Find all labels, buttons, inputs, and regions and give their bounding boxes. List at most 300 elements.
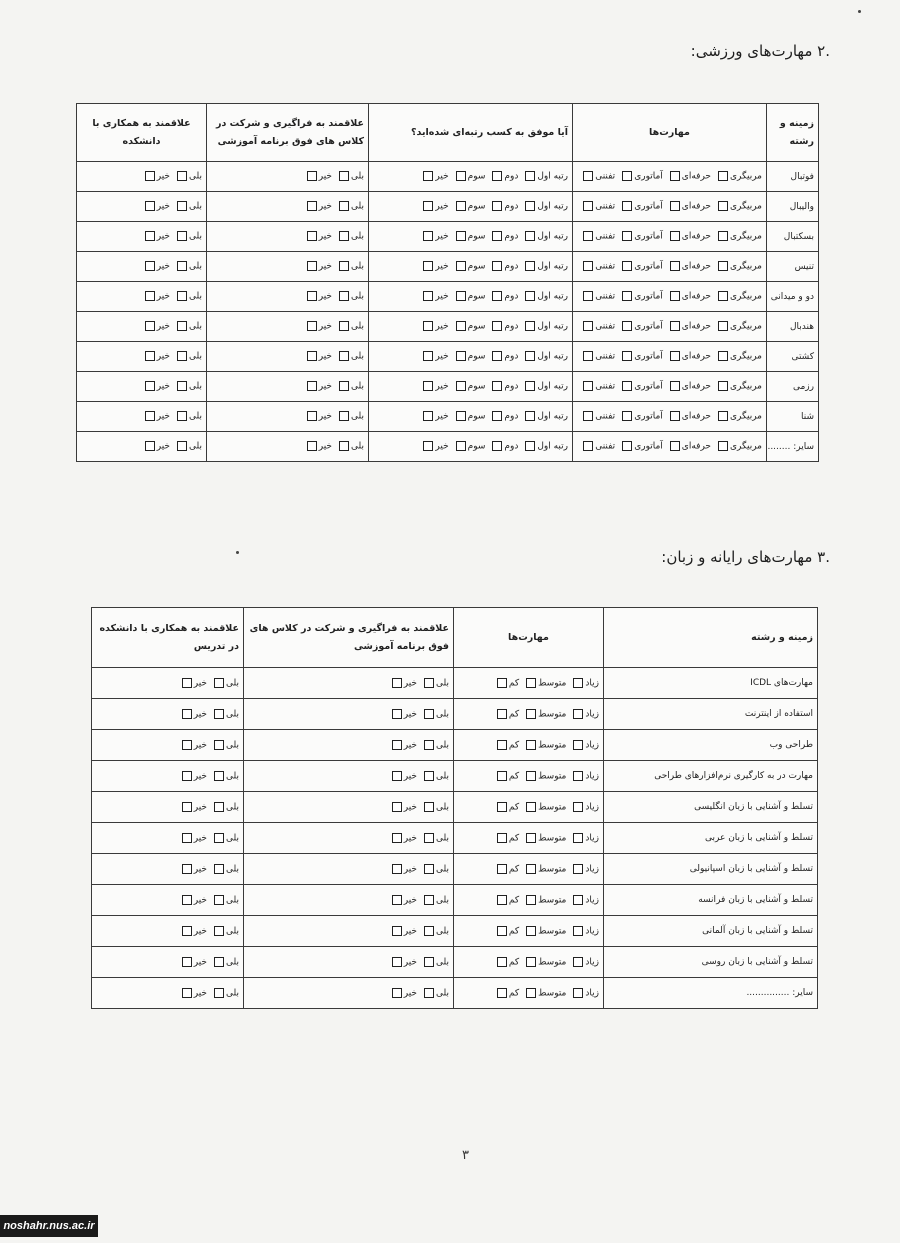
class-interest-option[interactable] [306,381,332,392]
proficiency-option[interactable] [572,957,599,968]
checkbox[interactable] [307,411,317,421]
checkbox[interactable] [182,864,192,874]
checkbox[interactable] [497,802,507,812]
teaching-cooperation-option[interactable] [181,864,207,875]
class-interest-option[interactable] [338,261,364,272]
checkbox[interactable] [526,864,536,874]
proficiency-option[interactable] [525,771,566,782]
rank-option[interactable] [491,201,518,212]
class-interest-option[interactable] [306,411,332,422]
proficiency-option[interactable] [496,864,519,875]
proficiency-option[interactable] [572,740,599,751]
checkbox[interactable] [423,441,433,451]
checkbox[interactable] [718,321,728,331]
rank-option[interactable] [455,411,486,422]
checkbox[interactable] [670,171,680,181]
class-interest-option[interactable] [391,833,417,844]
checkbox[interactable] [182,802,192,812]
checkbox[interactable] [492,381,502,391]
proficiency-option[interactable] [525,678,566,689]
checkbox[interactable] [525,231,535,241]
teaching-cooperation-option[interactable] [213,895,239,906]
checkbox[interactable] [392,802,402,812]
class-interest-option[interactable] [306,351,332,362]
checkbox[interactable] [492,261,502,271]
rank-option[interactable] [455,441,486,452]
skill-level-option[interactable] [582,381,615,392]
teaching-cooperation-option[interactable] [181,771,207,782]
checkbox[interactable] [424,771,434,781]
proficiency-option[interactable] [572,802,599,813]
checkbox[interactable] [622,261,632,271]
checkbox[interactable] [307,321,317,331]
class-interest-option[interactable] [391,864,417,875]
checkbox[interactable] [525,321,535,331]
skill-level-option[interactable] [582,171,615,182]
teaching-cooperation-option[interactable] [213,988,239,999]
class-interest-option[interactable] [338,411,364,422]
proficiency-option[interactable] [525,740,566,751]
checkbox[interactable] [145,201,155,211]
checkbox[interactable] [622,171,632,181]
checkbox[interactable] [177,351,187,361]
checkbox[interactable] [145,441,155,451]
checkbox[interactable] [392,709,402,719]
skill-level-option[interactable] [621,381,663,392]
checkbox[interactable] [526,957,536,967]
rank-option[interactable] [455,231,486,242]
checkbox[interactable] [177,231,187,241]
checkbox[interactable] [339,321,349,331]
checkbox[interactable] [423,171,433,181]
checkbox[interactable] [145,261,155,271]
checkbox[interactable] [423,201,433,211]
skill-level-option[interactable] [582,291,615,302]
skill-level-option[interactable] [669,291,711,302]
class-interest-option[interactable] [423,678,449,689]
checkbox[interactable] [423,321,433,331]
checkbox[interactable] [526,895,536,905]
checkbox[interactable] [424,709,434,719]
checkbox[interactable] [424,740,434,750]
checkbox[interactable] [456,201,466,211]
proficiency-option[interactable] [572,833,599,844]
cooperation-option[interactable] [176,231,202,242]
rank-option[interactable] [455,261,486,272]
teaching-cooperation-option[interactable] [181,833,207,844]
checkbox[interactable] [670,291,680,301]
class-interest-option[interactable] [391,709,417,720]
checkbox[interactable] [177,381,187,391]
class-interest-option[interactable] [391,895,417,906]
proficiency-option[interactable] [525,833,566,844]
cooperation-option[interactable] [176,291,202,302]
cooperation-option[interactable] [176,441,202,452]
cooperation-option[interactable] [144,441,170,452]
class-interest-option[interactable] [306,441,332,452]
skill-level-option[interactable] [717,411,762,422]
checkbox[interactable] [622,411,632,421]
rank-option[interactable] [422,351,448,362]
rank-option[interactable] [524,321,568,332]
checkbox[interactable] [622,351,632,361]
rank-option[interactable] [491,411,518,422]
checkbox[interactable] [526,833,536,843]
checkbox[interactable] [670,411,680,421]
checkbox[interactable] [622,321,632,331]
teaching-cooperation-option[interactable] [213,709,239,720]
skill-level-option[interactable] [669,321,711,332]
checkbox[interactable] [307,171,317,181]
proficiency-option[interactable] [572,678,599,689]
rank-option[interactable] [524,261,568,272]
checkbox[interactable] [307,381,317,391]
checkbox[interactable] [145,171,155,181]
cooperation-option[interactable] [144,291,170,302]
skill-level-option[interactable] [582,321,615,332]
proficiency-option[interactable] [525,957,566,968]
checkbox[interactable] [145,231,155,241]
class-interest-option[interactable] [338,231,364,242]
proficiency-option[interactable] [496,771,519,782]
proficiency-option[interactable] [525,802,566,813]
checkbox[interactable] [307,351,317,361]
skill-level-option[interactable] [621,291,663,302]
proficiency-option[interactable] [572,709,599,720]
checkbox[interactable] [525,381,535,391]
checkbox[interactable] [182,988,192,998]
checkbox[interactable] [456,411,466,421]
checkbox[interactable] [583,411,593,421]
checkbox[interactable] [497,740,507,750]
rank-option[interactable] [524,441,568,452]
teaching-cooperation-option[interactable] [181,895,207,906]
proficiency-option[interactable] [496,926,519,937]
skill-level-option[interactable] [621,261,663,272]
checkbox[interactable] [583,261,593,271]
proficiency-option[interactable] [525,926,566,937]
cooperation-option[interactable] [144,321,170,332]
checkbox[interactable] [718,291,728,301]
skill-level-option[interactable] [621,441,663,452]
checkbox[interactable] [492,291,502,301]
teaching-cooperation-option[interactable] [213,926,239,937]
checkbox[interactable] [339,291,349,301]
skill-level-option[interactable] [717,291,762,302]
skill-level-option[interactable] [621,171,663,182]
checkbox[interactable] [392,895,402,905]
teaching-cooperation-option[interactable] [213,802,239,813]
proficiency-option[interactable] [496,895,519,906]
checkbox[interactable] [526,740,536,750]
rank-option[interactable] [524,201,568,212]
checkbox[interactable] [573,895,583,905]
class-interest-option[interactable] [391,771,417,782]
proficiency-option[interactable] [496,833,519,844]
rank-option[interactable] [422,171,448,182]
proficiency-option[interactable] [572,988,599,999]
checkbox[interactable] [670,351,680,361]
checkbox[interactable] [670,321,680,331]
checkbox[interactable] [214,709,224,719]
checkbox[interactable] [339,171,349,181]
cooperation-option[interactable] [144,231,170,242]
teaching-cooperation-option[interactable] [181,740,207,751]
checkbox[interactable] [526,709,536,719]
checkbox[interactable] [392,864,402,874]
checkbox[interactable] [177,411,187,421]
checkbox[interactable] [718,201,728,211]
skill-level-option[interactable] [717,201,762,212]
proficiency-option[interactable] [525,864,566,875]
proficiency-option[interactable] [496,678,519,689]
proficiency-option[interactable] [496,957,519,968]
checkbox[interactable] [456,291,466,301]
checkbox[interactable] [424,957,434,967]
checkbox[interactable] [423,231,433,241]
checkbox[interactable] [307,441,317,451]
class-interest-option[interactable] [306,171,332,182]
checkbox[interactable] [339,381,349,391]
checkbox[interactable] [670,441,680,451]
class-interest-option[interactable] [306,261,332,272]
checkbox[interactable] [145,351,155,361]
rank-option[interactable] [491,171,518,182]
checkbox[interactable] [182,833,192,843]
skill-level-option[interactable] [621,201,663,212]
checkbox[interactable] [214,957,224,967]
checkbox[interactable] [526,802,536,812]
cooperation-option[interactable] [176,171,202,182]
checkbox[interactable] [182,926,192,936]
checkbox[interactable] [670,201,680,211]
class-interest-option[interactable] [338,171,364,182]
checkbox[interactable] [525,411,535,421]
checkbox[interactable] [214,926,224,936]
checkbox[interactable] [392,988,402,998]
checkbox[interactable] [525,351,535,361]
checkbox[interactable] [670,381,680,391]
skill-level-option[interactable] [582,411,615,422]
teaching-cooperation-option[interactable] [213,833,239,844]
rank-option[interactable] [422,231,448,242]
checkbox[interactable] [145,411,155,421]
proficiency-option[interactable] [572,864,599,875]
rank-option[interactable] [491,291,518,302]
proficiency-option[interactable] [572,926,599,937]
checkbox[interactable] [525,261,535,271]
class-interest-option[interactable] [423,864,449,875]
checkbox[interactable] [622,231,632,241]
checkbox[interactable] [573,740,583,750]
checkbox[interactable] [492,201,502,211]
proficiency-option[interactable] [572,895,599,906]
class-interest-option[interactable] [423,709,449,720]
skill-level-option[interactable] [669,351,711,362]
class-interest-option[interactable] [423,988,449,999]
rank-option[interactable] [524,171,568,182]
checkbox[interactable] [622,441,632,451]
checkbox[interactable] [424,833,434,843]
checkbox[interactable] [583,201,593,211]
checkbox[interactable] [526,678,536,688]
checkbox[interactable] [492,321,502,331]
proficiency-option[interactable] [572,771,599,782]
skill-level-option[interactable] [582,261,615,272]
proficiency-option[interactable] [496,740,519,751]
skill-level-option[interactable] [669,201,711,212]
checkbox[interactable] [339,201,349,211]
checkbox[interactable] [573,833,583,843]
checkbox[interactable] [573,771,583,781]
checkbox[interactable] [573,988,583,998]
class-interest-option[interactable] [423,802,449,813]
checkbox[interactable] [573,678,583,688]
class-interest-option[interactable] [338,351,364,362]
skill-level-option[interactable] [669,441,711,452]
checkbox[interactable] [145,291,155,301]
class-interest-option[interactable] [391,957,417,968]
checkbox[interactable] [214,678,224,688]
checkbox[interactable] [214,771,224,781]
checkbox[interactable] [573,957,583,967]
class-interest-option[interactable] [391,926,417,937]
checkbox[interactable] [339,441,349,451]
checkbox[interactable] [423,381,433,391]
skill-level-option[interactable] [717,381,762,392]
checkbox[interactable] [392,926,402,936]
rank-option[interactable] [422,291,448,302]
checkbox[interactable] [583,381,593,391]
checkbox[interactable] [456,351,466,361]
checkbox[interactable] [583,351,593,361]
checkbox[interactable] [525,441,535,451]
checkbox[interactable] [214,802,224,812]
skill-level-option[interactable] [621,321,663,332]
checkbox[interactable] [145,381,155,391]
teaching-cooperation-option[interactable] [213,740,239,751]
checkbox[interactable] [670,261,680,271]
proficiency-option[interactable] [525,895,566,906]
checkbox[interactable] [182,678,192,688]
skill-level-option[interactable] [621,231,663,242]
checkbox[interactable] [526,771,536,781]
checkbox[interactable] [214,740,224,750]
teaching-cooperation-option[interactable] [213,957,239,968]
teaching-cooperation-option[interactable] [213,864,239,875]
rank-option[interactable] [422,381,448,392]
checkbox[interactable] [492,171,502,181]
cooperation-option[interactable] [176,261,202,272]
checkbox[interactable] [177,171,187,181]
skill-level-option[interactable] [717,231,762,242]
checkbox[interactable] [492,231,502,241]
checkbox[interactable] [424,988,434,998]
class-interest-option[interactable] [423,771,449,782]
class-interest-option[interactable] [423,926,449,937]
class-interest-option[interactable] [423,957,449,968]
checkbox[interactable] [456,171,466,181]
checkbox[interactable] [497,988,507,998]
cooperation-option[interactable] [144,351,170,362]
checkbox[interactable] [525,171,535,181]
checkbox[interactable] [182,709,192,719]
checkbox[interactable] [718,231,728,241]
checkbox[interactable] [392,740,402,750]
checkbox[interactable] [497,957,507,967]
teaching-cooperation-option[interactable] [181,988,207,999]
rank-option[interactable] [524,231,568,242]
cooperation-option[interactable] [144,201,170,212]
rank-option[interactable] [455,291,486,302]
rank-option[interactable] [422,201,448,212]
checkbox[interactable] [182,771,192,781]
rank-option[interactable] [422,321,448,332]
checkbox[interactable] [214,864,224,874]
checkbox[interactable] [307,231,317,241]
checkbox[interactable] [583,231,593,241]
checkbox[interactable] [718,441,728,451]
rank-option[interactable] [524,381,568,392]
checkbox[interactable] [424,895,434,905]
checkbox[interactable] [182,895,192,905]
checkbox[interactable] [670,231,680,241]
checkbox[interactable] [392,833,402,843]
rank-option[interactable] [524,351,568,362]
checkbox[interactable] [423,411,433,421]
skill-level-option[interactable] [621,351,663,362]
skill-level-option[interactable] [717,321,762,332]
teaching-cooperation-option[interactable] [181,678,207,689]
checkbox[interactable] [718,411,728,421]
skill-level-option[interactable] [582,231,615,242]
checkbox[interactable] [456,231,466,241]
checkbox[interactable] [456,381,466,391]
rank-option[interactable] [455,381,486,392]
checkbox[interactable] [423,291,433,301]
checkbox[interactable] [424,864,434,874]
checkbox[interactable] [214,895,224,905]
class-interest-option[interactable] [306,201,332,212]
checkbox[interactable] [177,201,187,211]
skill-level-option[interactable] [582,201,615,212]
checkbox[interactable] [525,291,535,301]
checkbox[interactable] [497,709,507,719]
class-interest-option[interactable] [338,381,364,392]
checkbox[interactable] [573,926,583,936]
skill-level-option[interactable] [582,351,615,362]
checkbox[interactable] [497,864,507,874]
cooperation-option[interactable] [176,201,202,212]
skill-level-option[interactable] [669,231,711,242]
checkbox[interactable] [492,411,502,421]
checkbox[interactable] [423,351,433,361]
class-interest-option[interactable] [423,895,449,906]
checkbox[interactable] [145,321,155,331]
checkbox[interactable] [392,678,402,688]
rank-option[interactable] [491,321,518,332]
rank-option[interactable] [491,261,518,272]
checkbox[interactable] [392,771,402,781]
class-interest-option[interactable] [306,231,332,242]
checkbox[interactable] [718,171,728,181]
teaching-cooperation-option[interactable] [181,957,207,968]
checkbox[interactable] [497,678,507,688]
rank-option[interactable] [491,381,518,392]
checkbox[interactable] [526,988,536,998]
rank-option[interactable] [524,411,568,422]
class-interest-option[interactable] [423,833,449,844]
